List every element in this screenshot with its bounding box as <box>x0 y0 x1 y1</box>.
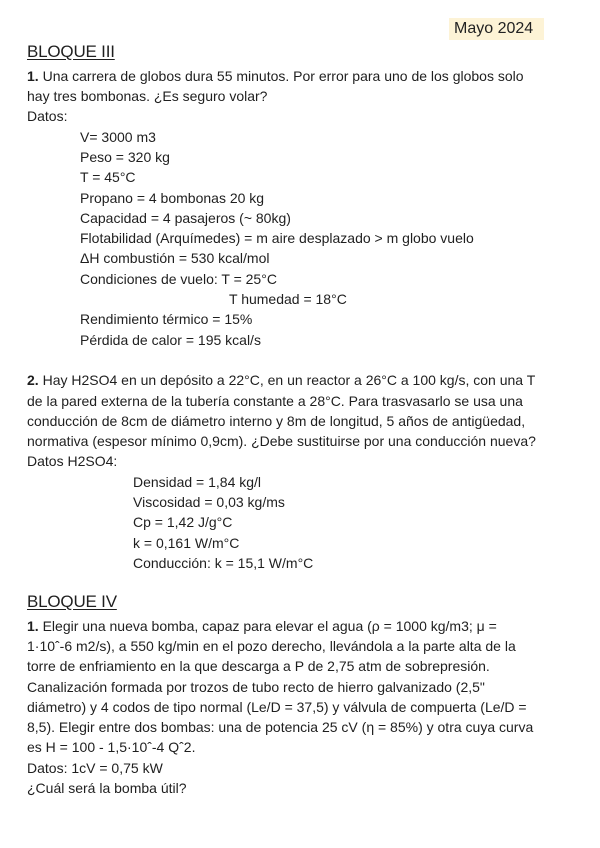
b3-q1-dato: Condiciones de vuelo: T = 25°C <box>80 271 277 287</box>
b3-q1-number: 1. <box>27 68 39 84</box>
b3-q2-line-2: de la pared externa de la tubería constante a 28°C. Para trasvasarlo se usa una <box>27 393 523 409</box>
b3-q1-datos-label: Datos: <box>27 108 68 124</box>
b3-q1-dato: Capacidad = 4 pasajeros (~ 80kg) <box>80 210 291 226</box>
b3-q2-text-1: Hay H2SO4 en un depósito a 22°C, en un reactor a 26°C a 100 kg/s, con una T <box>42 372 536 388</box>
b4-q1-text-1: Elegir una nueva bomba, capaz para elevar el agua (ρ = 1000 kg/m3; μ = <box>42 618 497 634</box>
b4-q1-line-7: es H = 100 - 1,5·10ˆ-4 Qˆ2. <box>27 739 196 755</box>
b3-q2-dato: Conducción: k = 15,1 W/m°C <box>133 555 314 571</box>
b3-q1-text-1: Una carrera de globos dura 55 minutos. Por error para uno de los globos solo <box>42 68 524 84</box>
b3-q1-dato: Peso = 320 kg <box>80 149 170 165</box>
b3-q1-dato: Flotabilidad (Arquímedes) = m aire desplazado > m globo vuelo <box>80 230 474 246</box>
b3-q1-dato: Pérdida de calor = 195 kcal/s <box>80 332 261 348</box>
b4-q1-line-6: 8,5). Elegir entre dos bombas: una de potencia 25 cV (η = 85%) y otra cuya curva <box>27 719 534 735</box>
b3-q2-number: 2. <box>27 372 39 388</box>
b3-q2-dato: Viscosidad = 0,03 kg/ms <box>133 494 285 510</box>
b3-q2-dato: Cp = 1,42 J/g°C <box>133 514 233 530</box>
b4-q1-line-3: torre de enfriamiento en la que descarga a P de 2,75 atm de sobrepresión. <box>27 658 490 674</box>
b3-q1-dato: Rendimiento térmico = 15% <box>80 311 253 327</box>
b3-q2-line-4: normativa (espesor mínimo 0,9cm). ¿Debe sustituirse por una conducción nueva? <box>27 433 536 449</box>
b3-q1-dato: T = 45°C <box>80 169 136 185</box>
b4-q1-line-1 <box>27 616 497 636</box>
b4-q1-line-5: diámetro) y 4 codos de tipo normal (Le/D = 37,5) y válvula de compuerta (Le/D = <box>27 699 527 715</box>
b3-q2-dato: k = 0,161 W/m°C <box>133 535 240 551</box>
bloque-iv-heading: BLOQUE IV <box>27 592 117 611</box>
b3-q1-dato: ΔH combustión = 530 kcal/mol <box>80 250 270 266</box>
b4-q1-line-9: ¿Cuál será la bomba útil? <box>27 780 187 796</box>
b4-q1-line-8: Datos: 1cV = 0,75 kW <box>27 760 163 776</box>
b3-q2-datos-label: Datos H2SO4: <box>27 453 118 469</box>
b3-q1-line-2: hay tres bombonas. ¿Es seguro volar? <box>27 88 268 104</box>
date-label: Mayo 2024 <box>449 18 544 40</box>
b3-q2-line-3: conducción de 8cm de diámetro interno y 8m de longitud, 5 años de antigüedad, <box>27 413 526 429</box>
b3-q1-dato: Propano = 4 bombonas 20 kg <box>80 190 265 206</box>
b3-q1-dato: V= 3000 m3 <box>80 129 156 145</box>
bloque-iii-heading: BLOQUE III <box>27 42 115 61</box>
b3-q1-line-1 <box>27 66 524 86</box>
b3-q2-dato: Densidad = 1,84 kg/l <box>133 474 262 490</box>
b3-q2-line-1 <box>27 370 535 390</box>
b4-q1-number: 1. <box>27 618 39 634</box>
b4-q1-line-2: 1·10ˆ-6 m2/s), a 550 kg/min en el pozo derecho, llevándola a la parte alta de la <box>27 638 516 654</box>
b3-q1-dato: T humedad = 18°C <box>229 291 347 307</box>
b4-q1-line-4: Canalización formada por trozos de tubo recto de hierro galvanizado (2,5" <box>27 679 485 695</box>
